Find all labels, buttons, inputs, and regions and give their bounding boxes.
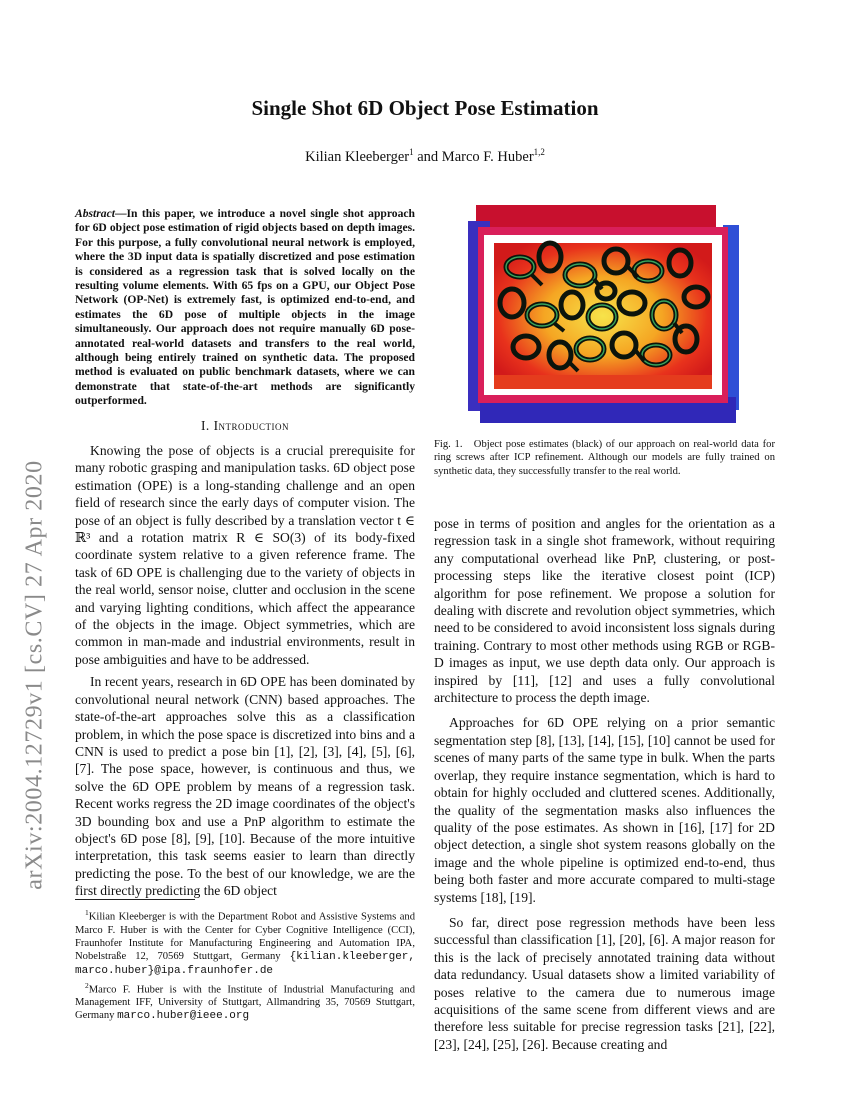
abstract-text: In this paper, we introduce a novel single shot approach for 6D object pose estimation of rigid objects based on depth images. For this purpose, a fully convolutional neural network is employed, where the 3D input data is spatially discretized and pose estimation is considered as a regression task that is solved locally on the resulting volume elements. With 65 fps on a GPU, our Object Pose Network (OP-Net) is extremely fast, is optimized end-to-end, and estimates the 6D pose of multiple objects in the image simultaneously. Our approach does not require manually 6D pose-annotated real-world datasets and transfers to the real world, although being entirely trained on synthetic data. The proposed method is evaluated on public benchmark datasets, where we can demonstrate that state-of-the-art methods are significantly outperformed. — [75, 207, 415, 408]
abstract — [75, 207, 415, 409]
author-name: Marco F. Huber — [441, 148, 534, 165]
left-column-body — [75, 442, 415, 900]
abstract-label: Abstract — [75, 207, 115, 220]
section-title: Introduction — [213, 418, 290, 433]
footnote-mark: 2 — [85, 980, 89, 990]
footnotes — [75, 906, 415, 1024]
body-paragraph: Knowing the pose of objects is a crucial prerequisite for many robotic grasping and manipulation tasks. 6D object pose estimation (OPE) is a long-standing challenge and an open field of research since the early days of computer vision. The pose of an object is fully described by a translation vector t ∈ ℝ³ and a rotation matrix R ∈ SO(3) of its body-fixed coordinate system relative to a given reference frame. The task of 6D OPE is challenging due to the variety of objects in the real world, sensor noise, clutter and occlusion in the scene and varying lighting conditions, which affect the appearance of the objects in the image. Object symmetries, which are common in man-made and industrial environments, result in pose ambiguities and have to be addressed. — [75, 443, 415, 667]
affiliation-mark: 1,2 — [533, 147, 545, 157]
author-conjunction: and — [413, 148, 442, 165]
arxiv-stamp-text: arXiv:2004.12729v1 [cs.CV] 27 Apr 2020 — [21, 460, 48, 890]
bin-rim-top — [476, 205, 716, 229]
figure-1-image — [468, 205, 740, 430]
footnote-email: {kilian.kleeberger, marco.huber}@ipa.fraunhofer.de — [75, 951, 415, 978]
pose-estimation-visualization — [468, 205, 740, 430]
body-paragraph: pose in terms of position and angles for the orientation as a regression task in a single shot framework, without requiring any computational overhead like PnP, clustering, or post-processing steps like the iterative closest point (ICP) algorithm for pose refinement. We propose a solution for dealing with discrete and revolution object symmetries, which need to be considered to avoid inconsistent loss signals during training. Contrary to most other methods using RGB or RGB-D images as input, we use depth data only. Our approach is inspired by [11], [12] and uses a fully convolutional architecture to process the depth image. — [434, 516, 775, 706]
body-paragraph: In recent years, research in 6D OPE has been dominated by convolutional neural network (CNN) based approaches. The state-of-the-art approaches solve this as a classification problem, in which the pose space is discretized into bins and a CNN is used to predict a pose bin [1], [2], [3], [4], [5], [6], [7]. The pose space, however, is continuous and thus, we solve the 6D OPE problem by means of a regression task. Recent works regress the 2D image coordinates of the object's 3D bounding box and use a PnP algorithm to estimate the object's 6D pose [8], [9], [10]. Because of the more intuitive interpretation, this task seems easier to learn than directly predicting the pose. To the best of our knowledge, we are the first directly predicting the 6D object — [75, 674, 415, 899]
figure-caption — [434, 438, 775, 478]
section-number: I. — [200, 418, 214, 433]
abstract-dash: — — [114, 207, 127, 220]
section-heading-introduction — [75, 418, 415, 434]
footnote-email: marco.huber@ieee.org — [117, 1010, 250, 1023]
body-paragraph: So far, direct pose regression methods have been less successful than classification [1], [20], [6]. A major reason for this is the lack of precisely annotated training data without data redundancy. Usual datasets show a limited variability of poses relative to the camera due to numerous image acquisitions of the same scene from different views and are therefore less suitable for precise regression tasks [21], [22], [23], [24], [25], [26]. Because creating and — [434, 914, 775, 1052]
affiliation-mark: 1 — [409, 147, 414, 157]
footnote-text: Marco F. Huber is with the Institute of Industrial Manufacturing and Management IFF, University of Stuttgart, Allmandring 35, 70569 Stuttgart, Germany — [75, 984, 415, 1022]
depth-heatmap-edge — [494, 375, 712, 389]
footnote-1 — [75, 906, 415, 979]
footnote-text: Kilian Kleeberger is with the Department Robot and Assistive Systems and Marco F. Huber is with the Center for Cyber Cognitive Intelligence (CCI), Fraunhofer Institute for Manufacturing Engineering and Automation IPA, Nobelstraße 12, 70569 Stuttgart, Germany — [75, 911, 415, 963]
author-name: Kilian Kleeberger — [305, 148, 410, 165]
body-paragraph: Approaches for 6D OPE relying on a prior semantic segmentation step [8], [13], [14], [15], [10] cannot be used for scenes of many parts of the same type in bulk. When the parts overlap, they require instance segmentation, which is hard to obtain for highly occluded and cluttered scenes. Additionally, the quality of the segmentation masks also influences the quality of the pose estimates. As shown in [16], [17] for 2D object detection, a single shot system reasons globally on the image and the whole pipeline is optimized end-to-end, thus being both faster and more accurate compared to multi-stage systems [18], [19]. — [434, 715, 775, 905]
right-column-body — [434, 515, 775, 1053]
footnote-mark: 1 — [85, 908, 89, 917]
footnote-divider — [75, 899, 195, 900]
caption-label: Fig. 1. — [434, 439, 463, 450]
paper-title: Single Shot 6D Object Pose Estimation — [251, 96, 599, 120]
author-line — [0, 147, 850, 166]
footnote-2 — [75, 979, 415, 1024]
caption-text: Object pose estimates (black) of our approach on real-world data for ring screws after ICP refinement. Although our models are fully trained on synthetic data, they successfully transfer to the real world. — [434, 439, 775, 477]
